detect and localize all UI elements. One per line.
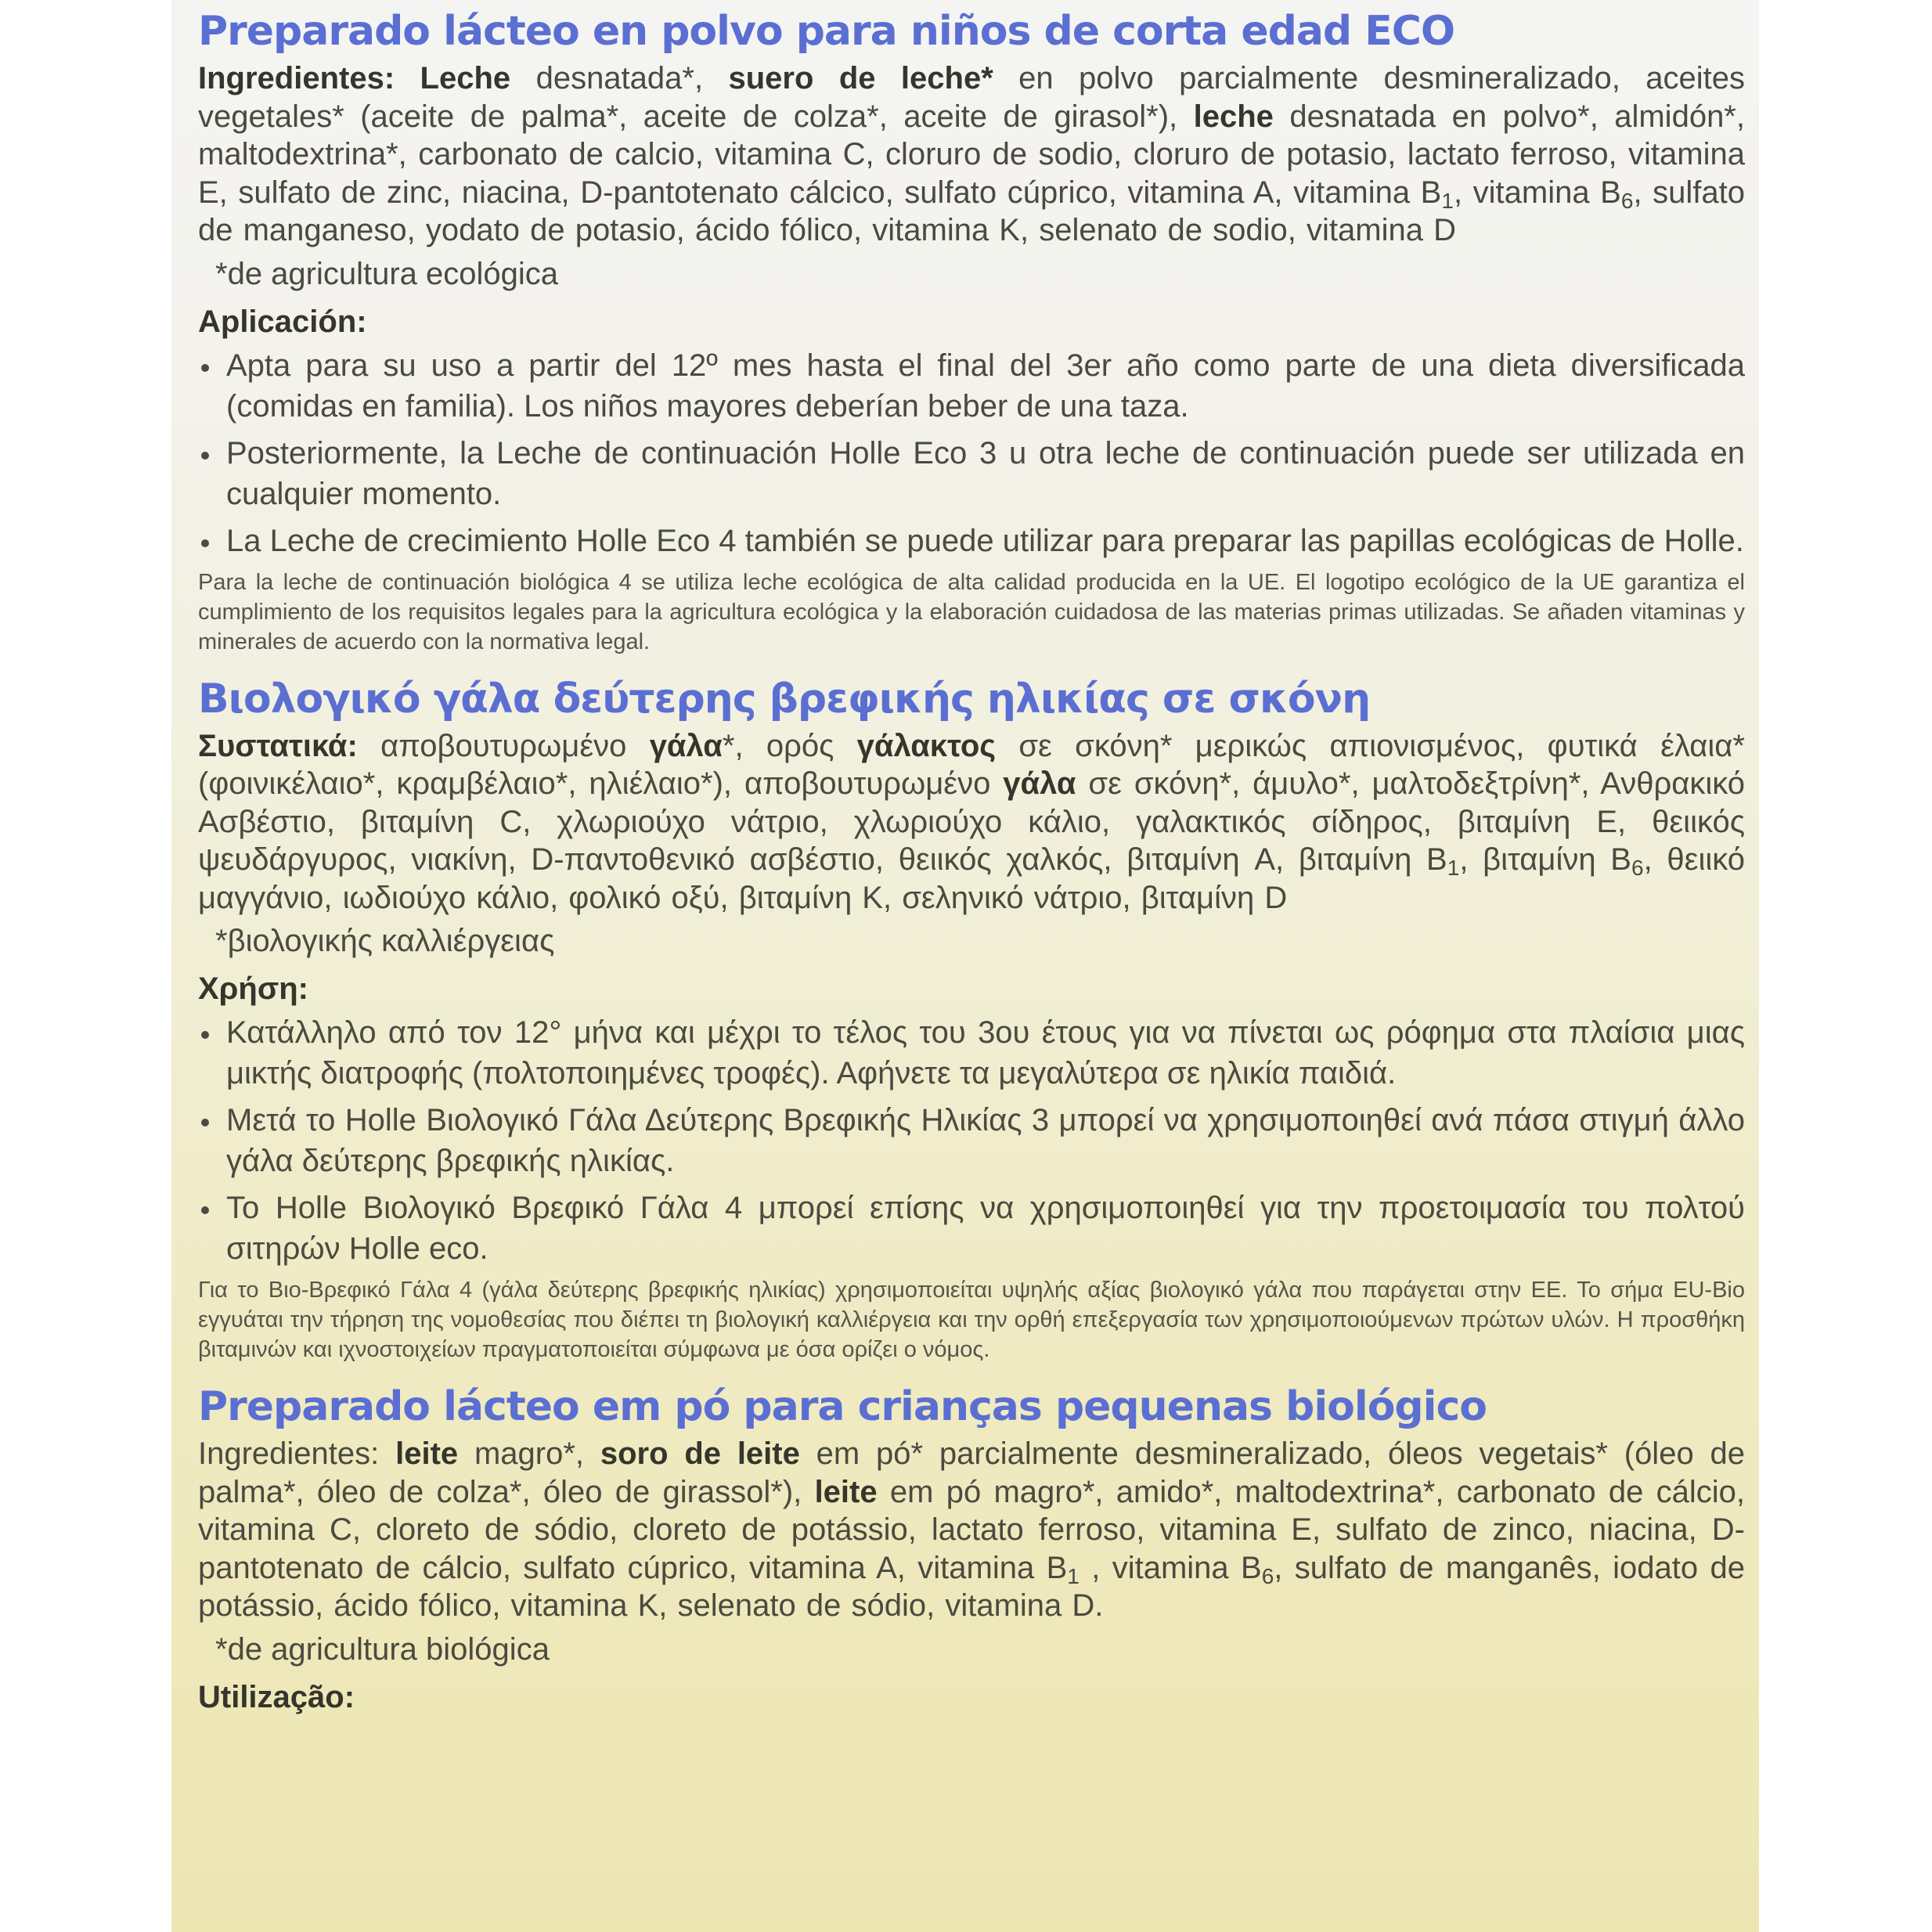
spacer [198, 1364, 1745, 1379]
bold-ingredient: suero de leche* [728, 61, 993, 96]
subscript-text: 1 [1067, 1563, 1080, 1588]
bold-ingredient: soro de leite [600, 1436, 800, 1471]
ingredient-text: σε σκόνη* μερικώς απιονισμένος, φυτικά έλαια* (φοινικέλαιο*, κραμβέλαιο*, ηλιέλαιο*), αποβουτυρωμένο [198, 728, 1745, 801]
spanish-title: Preparado lácteo en polvo para niños de corta edad ECO [198, 8, 1455, 55]
ingredient-text: em pó* parcialmente desmineralizado, óleos vegetais* (óleo de palma*, óleo de colza*, óleo de girassol*), [198, 1436, 1745, 1509]
greek-ingredients [198, 727, 1745, 917]
section-spanish [198, 3, 1745, 657]
greek-usage-list [198, 1012, 1745, 1269]
bold-ingredient: leche [1193, 99, 1274, 134]
bullet-icon [201, 452, 209, 460]
bullet-icon [201, 1206, 209, 1214]
ingredient-text: , vitamina B [1079, 1550, 1262, 1585]
bullet-icon [201, 1031, 209, 1039]
ingredient-text: , βιταμίνη B [1459, 842, 1631, 877]
greek-note: Για το Bιo-Βρεφικό Γάλα 4 (γάλα δεύτερης βρεφικής ηλικίας) χρησιμοποιείται υψηλής αξίας βιολογικό γάλα που παράγεται στην ΕΕ. Το σήμα EU-Bio εγγυάται την τήρηση της νομοθεσίας που διέπει τη βιολογική καλλιέργεια και την ορθή επεξεργασία των χρησιμοποιούμενων πρώτων υλών. Η προσθήκη βιταμινών και ιχνοστοιχείων πραγματοποιείται σύμφωνα με όσα ορίζει ο νόμος. [198, 1278, 1745, 1362]
ingredient-text: , sulfato de manganês, iodato de potássio, ácido fólico, vitamina K, selenato de sódio, vitamina D. [198, 1550, 1745, 1623]
greek-ingredients-label: Συστατικά: [198, 728, 358, 763]
spanish-ingredients-text [198, 61, 1745, 247]
spanish-usage-item [198, 521, 1745, 561]
section-greek [198, 671, 1745, 1365]
ingredient-text: , vitamina B [1453, 175, 1621, 210]
bullet-icon [201, 539, 209, 547]
spanish-usage-item [198, 345, 1745, 427]
label-content [198, 3, 1745, 1721]
greek-title: Βιολογικό γάλα δεύτερης βρεφικής ηλικίας σε σκόνη [198, 675, 1371, 723]
bullet-icon [201, 364, 209, 372]
bullet-icon [201, 1119, 209, 1126]
portuguese-footnote: *de agricultura biológica [215, 1631, 550, 1667]
spanish-usage-item [198, 433, 1745, 514]
bold-ingredient: γάλα [1003, 766, 1076, 801]
greek-usage-item-text: Το Holle Βιολογικό Βρεφικό Γάλα 4 μπορεί επίσης να χρησιμοποιηθεί για την προετοιμασία του πολτού σιτηρών Holle eco. [226, 1191, 1745, 1266]
greek-usage-item [198, 1012, 1745, 1094]
spanish-usage-item-text: La Leche de crecimiento Holle Eco 4 también se puede utilizar para preparar las papillas ecológicas de Holle. [226, 523, 1744, 558]
subscript-text: 6 [1261, 1563, 1274, 1588]
spacer [198, 657, 1745, 671]
greek-footnote: *βιολογικής καλλιέργειας [215, 924, 555, 958]
spanish-footnote: *de agricultura ecológica [215, 256, 559, 291]
bold-ingredient: leite [379, 1436, 459, 1471]
ingredient-text: , sulfato de manganeso, yodato de potasio, ácido fólico, vitamina K, selenato de sodio, vitamina D [198, 175, 1746, 247]
ingredient-text: , θειικό μαγγάνιο, ιωδιούχο κάλιο, φολικό οξύ, βιταμίνη K, σεληνικό νάτριο, βιταμίνη D [198, 842, 1746, 915]
ingredient-text: en polvo parcialmente desmineralizado, aceites vegetales* (aceite de palma*, aceite de colza*, aceite de girasol*), [198, 61, 1746, 134]
ingredient-text: *, ορός [722, 728, 857, 763]
portuguese-ingredients-label: Ingredientes: [198, 1436, 380, 1471]
subscript-text: 1 [1447, 856, 1460, 880]
bold-ingredient: γάλα [649, 728, 723, 763]
portuguese-title: Preparado lácteo em pó para crianças pequenas biológico [198, 1383, 1487, 1430]
bold-ingredient: γάλακτος [856, 728, 997, 763]
greek-usage-heading: Χρήση: [198, 971, 308, 1006]
ingredient-text: αποβουτυρωμένο [357, 728, 650, 763]
ingredient-text: desnatada*, [510, 61, 729, 96]
ingredient-text: σε σκόνη*, άμυλο*, μαλτοδεξτρίνη*, Ανθρακικό Ασβέστιο, βιταμίνη C, χλωριούχο νάτριο, χλωριούχο κάλιο, γαλακτικός σίδηρος, βιταμίνη E, θειικός ψευδάργυρος, νιακίνη, D-παντοθενικό ασβέστιο, θειικός χαλκός, βιταμίνη A, βιταμίνη B [198, 766, 1745, 877]
spanish-ingredients-label: Ingredientes: [198, 61, 395, 96]
ingredient-text: em pó magro*, amido*, maltodextrina*, carbonato de cálcio, vitamina C, cloreto de sódio, cloreto de potássio, lactato ferroso, vitamina E, sulfato de zinco, niacina, D-pantotenato de cálcio, sulfato cúprico, vitamina A, vitamina B [198, 1474, 1745, 1585]
spanish-usage-list [198, 345, 1745, 561]
bold-ingredient: leite [814, 1474, 878, 1509]
subscript-text: 1 [1441, 188, 1454, 213]
spanish-note: Para la leche de continuación biológica 4 se utiliza leche ecológica de alta calidad producida en la UE. El logotipo ecológico de la UE garantiza el cumplimiento de los requisitos legales para la agricultura ecológica y la elaboración cuidadosa de las materias primas utilizadas. Se añaden vitaminas y minerales de acuerdo con la normativa legal. [198, 569, 1745, 654]
spanish-ingredients [198, 59, 1745, 250]
subscript-text: 6 [1620, 188, 1634, 213]
greek-usage-item-text: Μετά το Holle Βιολογικό Γάλα Δεύτερης Βρεφικής Ηλικίας 3 μπορεί να χρησιμοποιηθεί ανά πάσα στιγμή άλλο γάλα δεύτερης βρεφικής ηλικίας. [226, 1103, 1745, 1178]
portuguese-ingredients [198, 1435, 1745, 1625]
ingredient-text: desnatada en polvo*, almidón*, maltodextrina*, carbonato de calcio, vitamina C, cloruro de sodio, cloruro de potasio, lactato ferroso, vitamina E, sulfato de zinc, niacina, D-pantotenato cálcico, sulfato cúprico, vitamina A, vitamina B [198, 99, 1745, 210]
section-portuguese [198, 1379, 1745, 1721]
portuguese-ingredients-text [198, 1436, 1745, 1623]
spanish-usage-item-text: Posteriormente, la Leche de continuación Holle Eco 3 u otra leche de continuación puede ser utilizada en cualquier momento. [226, 435, 1745, 511]
spanish-usage-heading: Aplicación: [198, 304, 367, 339]
greek-usage-item [198, 1188, 1745, 1269]
ingredient-text: magro*, [458, 1436, 600, 1471]
greek-usage-item [198, 1100, 1745, 1181]
subscript-text: 6 [1631, 856, 1644, 880]
greek-ingredients-text [198, 729, 1745, 915]
bold-ingredient: Leche [395, 61, 511, 96]
spanish-usage-item-text: Apta para su uso a partir del 12º mes hasta el final del 3er año como parte de una dieta diversificada (comidas en familia). Los niños mayores deberían beber de una taza. [226, 348, 1745, 424]
label-panel [171, 0, 1759, 1932]
greek-usage-item-text: Κατάλληλο από τον 12° μήνα και μέχρι το τέλος του 3ου έτους για να πίνεται ως ρόφημα στα πλαίσια μιας μικτής διατροφής (πολτοποιημένες τροφές). Αφήνετε τα μεγαλύτερα σε ηλικία παιδιά. [226, 1015, 1745, 1090]
portuguese-usage-heading: Utilização: [198, 1679, 355, 1714]
